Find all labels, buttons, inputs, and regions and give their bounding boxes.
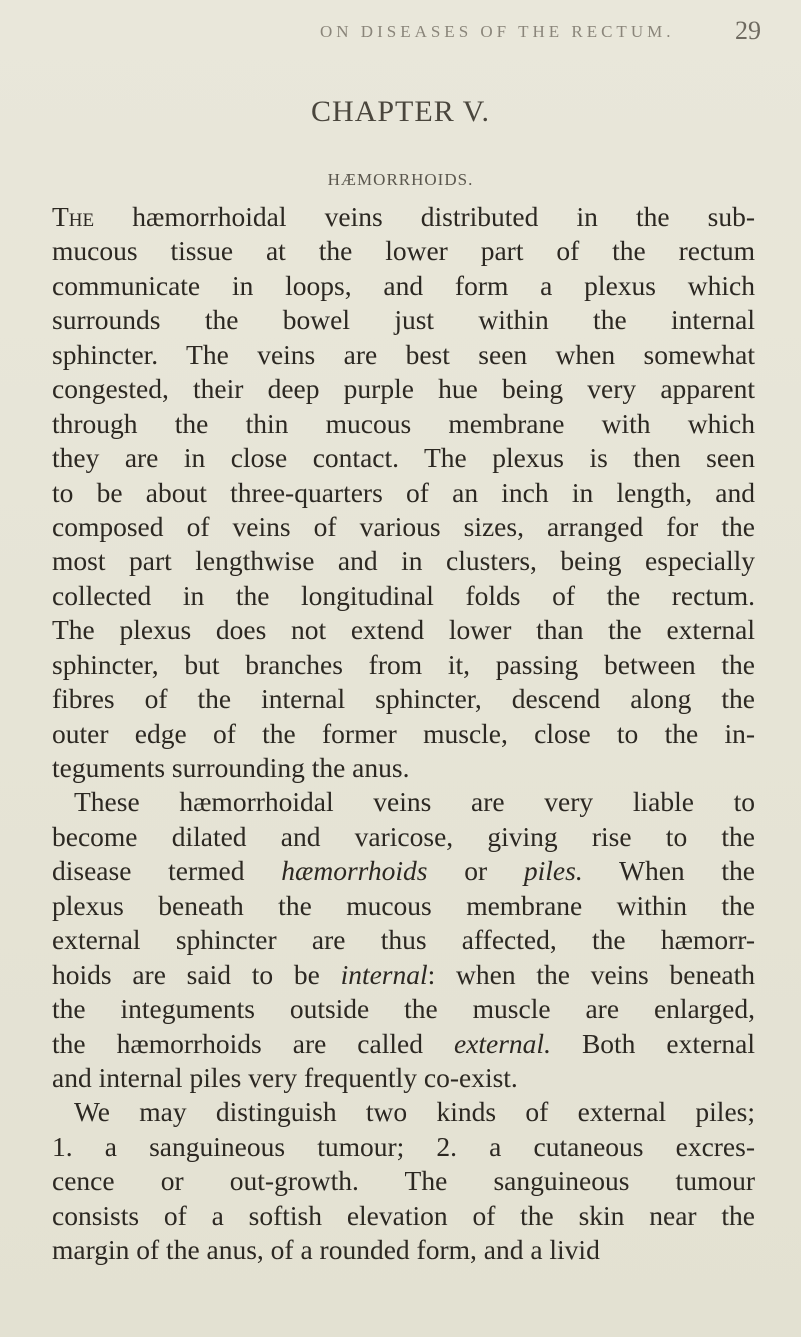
text-line-content [52, 510, 755, 544]
text-line [0, 338, 801, 372]
text-line [0, 923, 801, 957]
text-run: or [427, 855, 524, 887]
body-text [0, 200, 801, 1268]
text-line [0, 372, 801, 406]
text-run: When the [582, 855, 756, 887]
text-line-content [52, 544, 755, 578]
text-line-content [52, 441, 755, 475]
text-line [0, 476, 801, 510]
text-line [0, 1095, 801, 1129]
text-line [0, 407, 801, 441]
text-line-content [52, 234, 755, 268]
text-run: mucous tissue at the lower part of the rectum [52, 235, 755, 267]
text-run: Both external [550, 1027, 755, 1059]
text-line [0, 992, 801, 1026]
text-run: and internal piles very frequently co-exist. [52, 1061, 518, 1093]
text-line-content [52, 303, 755, 337]
text-line [0, 1233, 801, 1267]
chapter-heading: CHAPTER V. [311, 95, 490, 128]
text-run: composed of veins of various sizes, arranged for the [52, 510, 755, 542]
text-run: to be about three-quarters of an inch in length, and [52, 476, 755, 508]
text-run: they are in close contact. The plexus is then seen [52, 442, 755, 474]
italic-term: internal [340, 958, 428, 990]
section-heading: HÆMORRHOIDS. [327, 170, 474, 189]
text-line-content [52, 648, 755, 682]
running-head [320, 16, 761, 45]
text-line [0, 648, 801, 682]
text-line-content [52, 476, 755, 510]
text-line [0, 544, 801, 578]
text-line-content [52, 751, 409, 785]
text-run: communicate in loops, and form a plexus which [52, 269, 755, 301]
text-line [0, 441, 801, 475]
text-run: disease termed [52, 855, 282, 887]
text-run: fibres of the internal sphincter, descend along the [52, 683, 755, 715]
text-run: consists of a softish elevation of the skin near the [52, 1199, 755, 1231]
text-run: teguments surrounding the anus. [52, 752, 410, 783]
text-line [0, 613, 801, 647]
text-line [0, 1164, 801, 1198]
text-line-content [52, 269, 755, 303]
text-run: the integuments outside the muscle are enlarged, [52, 993, 755, 1025]
text-run: These hæmorrhoidal veins are very liable to [74, 786, 755, 818]
running-head-title: ON DISEASES OF THE RECTUM. [320, 22, 675, 41]
text-run: 1. a sanguineous tumour; 2. a cutaneous excres- [52, 1130, 755, 1162]
text-line-content [52, 717, 755, 751]
text-line-content [52, 1061, 518, 1095]
text-line-content [74, 1095, 755, 1129]
text-line-content [52, 200, 755, 234]
text-line-content [52, 682, 755, 716]
text-line [0, 682, 801, 716]
text-line [0, 717, 801, 751]
text-run: become dilated and varicose, giving rise to the [52, 820, 755, 852]
text-line [0, 785, 801, 819]
text-run: We may distinguish two kinds of external piles; [74, 1096, 755, 1128]
text-run: hoids are said to be [52, 958, 341, 990]
text-line [0, 200, 801, 234]
text-run: sphincter. The veins are best seen when somewhat [52, 338, 755, 370]
text-run: through the thin mucous membrane with which [52, 407, 755, 439]
text-line [0, 820, 801, 854]
text-run: external sphincter are thus affected, the hæmorr- [52, 924, 755, 956]
text-line [0, 1199, 801, 1233]
text-run: surrounds the bowel just within the internal [52, 304, 755, 336]
text-run: cence or out-growth. The sanguineous tumour [52, 1165, 755, 1197]
text-run: most part lengthwise and in clusters, being especially [52, 545, 755, 577]
text-line-content [52, 992, 755, 1026]
text-line [0, 1061, 801, 1095]
text-line-content [52, 889, 755, 923]
text-line [0, 958, 801, 992]
italic-term: hæmorrhoids [281, 855, 428, 887]
text-run: plexus beneath the mucous membrane within the [52, 889, 755, 921]
text-run: margin of the anus, of a rounded form, and a livid [52, 1234, 600, 1266]
text-line [0, 889, 801, 923]
text-run: collected in the longitudinal folds of the rectum. [52, 579, 755, 611]
italic-term: piles. [523, 855, 583, 887]
text-line-content [52, 923, 755, 957]
text-run: hæmorrhoidal veins distributed in the sub- [94, 201, 755, 232]
text-line-content [74, 785, 755, 819]
text-line-content [52, 1233, 600, 1267]
text-run: outer edge of the former muscle, close to the in- [52, 717, 755, 749]
text-run: the hæmorrhoids are called [52, 1027, 454, 1059]
text-line [0, 579, 801, 613]
text-line [0, 1027, 801, 1061]
text-line [0, 854, 801, 888]
text-line [0, 751, 801, 785]
text-line-content [52, 338, 755, 372]
text-line-content [52, 1130, 755, 1164]
text-line [0, 303, 801, 337]
text-line [0, 1130, 801, 1164]
small-caps-word: The [52, 201, 95, 232]
text-line-content [52, 820, 755, 854]
text-line-content [52, 1027, 755, 1061]
text-line [0, 269, 801, 303]
text-line-content [52, 407, 755, 441]
text-line-content [52, 1199, 755, 1233]
text-line-content [52, 958, 755, 992]
text-line-content [52, 854, 755, 888]
text-line [0, 510, 801, 544]
text-line-content [52, 1164, 755, 1198]
italic-term: external. [453, 1027, 551, 1059]
text-line-content [52, 579, 755, 613]
text-run: The plexus does not extend lower than the external [52, 614, 755, 646]
text-line [0, 234, 801, 268]
page-number: 29 [735, 16, 761, 45]
text-run: : when the veins beneath [427, 958, 756, 990]
text-line-content [52, 613, 755, 647]
text-run: sphincter, but branches from it, passing between the [52, 648, 755, 680]
text-line-content [52, 372, 755, 406]
text-run: congested, their deep purple hue being very apparent [52, 373, 755, 405]
